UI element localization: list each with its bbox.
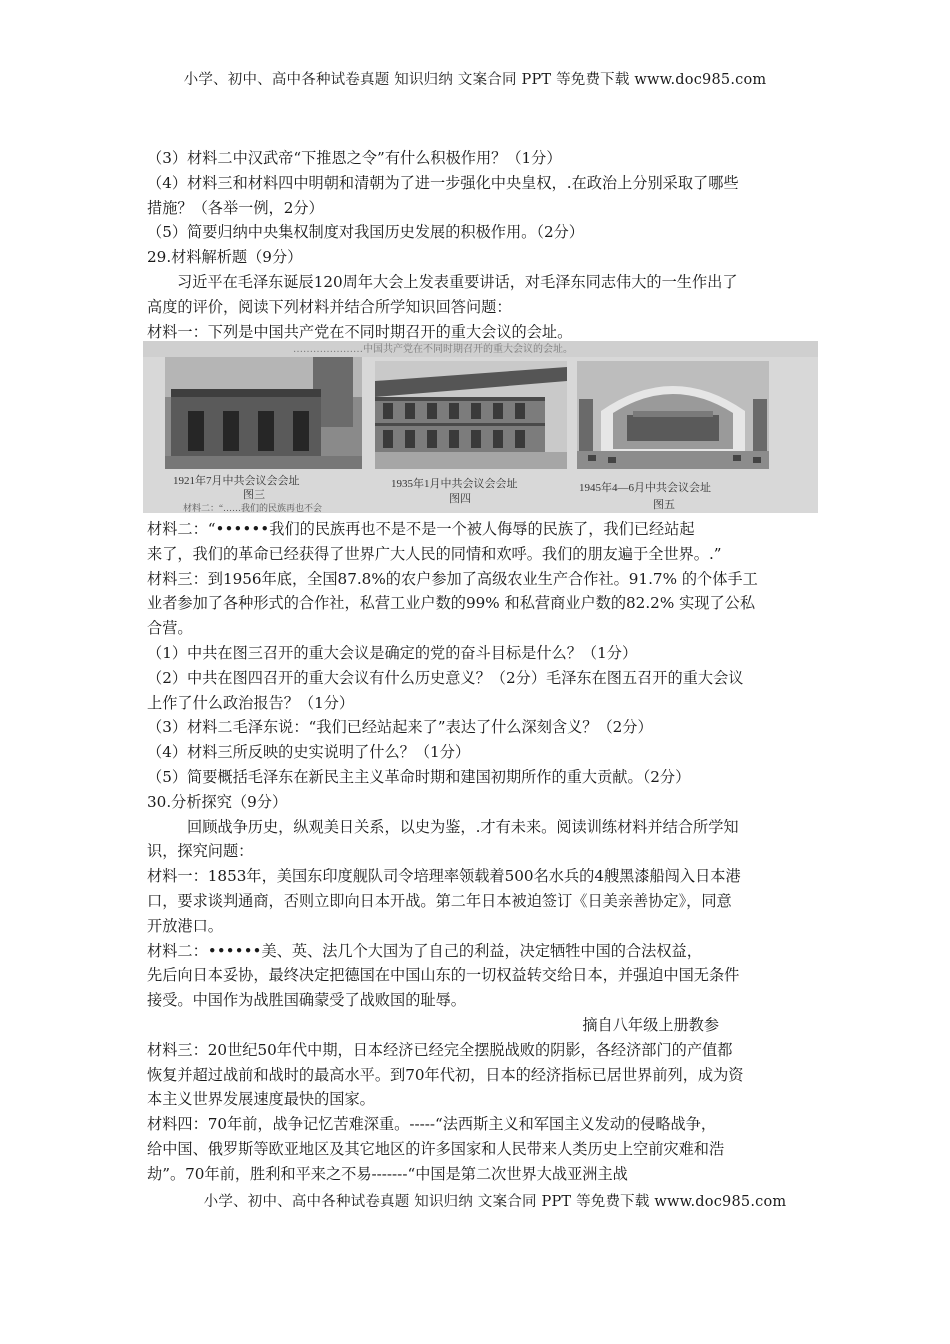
section-29-intro: 习近平在毛泽东诞辰120周年大会上发表重要讲话，对毛泽东同志伟大的一生作出了 bbox=[177, 272, 738, 291]
question-3: （3）材料二中汉武帝“下推恩之令”有什么积极作用？（1分） bbox=[147, 149, 562, 167]
s30-material-one-cont: 口，要求谈判通商，否则立即向日本开战。第二年日本被迫签订《日美亲善协定》，同意 bbox=[147, 891, 732, 910]
caption-1945: 1945年4—6月中共会议会址 bbox=[579, 482, 711, 494]
content-top bbox=[147, 146, 819, 344]
section-30-title: 30.分析探究（9分） bbox=[147, 792, 288, 811]
section-30-intro-cont: 识，探究问题： bbox=[147, 842, 254, 861]
material-two: 材料二：“••••••我们的民族再也不是不是一个被人侮辱的民族了，我们已经站起 bbox=[147, 520, 695, 538]
photo-header-text: …………………中国共产党在不同时期召开的重大会议的会址。 bbox=[293, 344, 573, 355]
s30-material-four: 材料四：70年前，战争记忆苦难深重。-----“法西斯主义和军国主义发动的侵略战争， bbox=[147, 1115, 717, 1134]
s30-material-one: 材料一：1853年，美国东印度舰队司令培理率领载着500名水兵的4艘黑漆船闯入日本港 bbox=[147, 867, 741, 886]
s30-material-four-end: 劫”。70年前，胜利和平来之不易-------“中国是第二次世界大战亚洲主战 bbox=[147, 1164, 628, 1183]
q29-3: （3）材料二毛泽东说：“我们已经站起来了”表达了什么深刻含义？（2分） bbox=[147, 718, 653, 737]
s30-material-three-cont: 恢复并超过战前和战时的最高水平。到70年代初，日本的经济指标已居世界前列，成为资 bbox=[147, 1065, 744, 1084]
source-note: 摘自八年级上册教参 bbox=[582, 1015, 719, 1034]
q29-4: （4）材料三所反映的史实说明了什么？（1分） bbox=[147, 743, 471, 762]
material-three-cont: 业者参加了各种形式的合作社，私营工业户数的99% 和私营商业户数的82.2% 实现了公私 bbox=[147, 594, 756, 613]
s30-material-two-cont: 先后向日本妥协，最终决定把德国在中国山东的一切权益转交给日本，并强迫中国无条件 bbox=[147, 966, 740, 985]
photo-1945-site bbox=[577, 361, 769, 469]
s30-material-four-cont: 给中国、俄罗斯等欧亚地区及其它地区的许多国家和人民带来人类历史上空前灾难和浩 bbox=[147, 1139, 725, 1158]
question-4: （4）材料三和材料四中明朝和清朝为了进一步强化中央皇权，.在政治上分别采取了哪些 bbox=[147, 173, 739, 192]
material-two-cont: 来了，我们的革命已经获得了世界广大人民的同情和欢呼。我们的朋友遍于全世界。.” bbox=[147, 544, 722, 563]
section-30-intro: 回顾战争历史，纵观美日关系，以史为鉴，.才有未来。阅读训练材料并结合所学知 bbox=[187, 817, 739, 836]
caption-1935: 1935年1月中共会议会会址 bbox=[391, 478, 518, 490]
question-5: （5）简要归纳中央集权制度对我国历史发展的积极作用。（2分） bbox=[147, 223, 584, 242]
material-three: 材料三：到1956年底，全国87.8%的农户参加了高级农业生产合作社。91.7% 的个体手工 bbox=[147, 569, 758, 588]
s30-material-two-end: 接受。中国作为战胜国确蒙受了战败国的耻辱。 bbox=[147, 991, 466, 1010]
figure-label-3: 图三 bbox=[243, 489, 265, 501]
s30-material-three-end: 本主义世界发展速度最快的国家。 bbox=[147, 1090, 375, 1109]
q29-5: （5）简要概括毛泽东在新民主主义革命时期和建国初期所作的重大贡献。（2分） bbox=[147, 767, 691, 786]
q29-1: （1）中共在图三召开的重大会议是确定的党的奋斗目标是什么？（1分） bbox=[147, 643, 638, 662]
question-4-cont: 措施？（各举一例，2分） bbox=[147, 198, 324, 217]
section-29-intro-cont: 高度的评价，阅读下列材料并结合所学知识回答问题： bbox=[147, 297, 512, 316]
q29-2: （2）中共在图四召开的重大会议有什么历史意义？（2分）毛泽东在图五召开的重大会议 bbox=[147, 668, 744, 687]
caption-1921: 1921年7月中共会议会会址 bbox=[173, 475, 300, 487]
page-header: 小学、初中、高中各种试卷真题 知识归纳 文案合同 PPT 等免费下载 www.doc985.com bbox=[183, 72, 767, 88]
photo-1921-site bbox=[165, 357, 362, 469]
material-three-end: 合营。 bbox=[147, 619, 193, 638]
q29-2-cont: 上作了什么政治报告？（1分） bbox=[147, 693, 355, 712]
material-one: 材料一：下列是中国共产党在不同时期召开的重大会议的会址。 bbox=[147, 322, 573, 341]
figure-label-4: 图四 bbox=[449, 493, 471, 505]
s30-material-three: 材料三：20世纪50年代中期，日本经济已经完全摆脱战败的阴影，各经济部门的产值都 bbox=[147, 1040, 733, 1059]
s30-material-one-end: 开放港口。 bbox=[147, 916, 223, 935]
s30-material-two: 材料二：••••••美、英、法几个大国为了自己的利益，决定牺牲中国的合法权益， bbox=[147, 941, 702, 960]
section-29-title: 29.材料解析题（9分） bbox=[147, 248, 303, 267]
figure-label-5: 图五 bbox=[653, 499, 675, 511]
meeting-sites-photo bbox=[143, 341, 818, 513]
content-bottom bbox=[147, 517, 819, 1187]
photo-bottom-text: 材料二：“……我们的民族再也不会 bbox=[183, 503, 322, 513]
page-footer: 小学、初中、高中各种试卷真题 知识归纳 文案合同 PPT 等免费下载 www.doc985.com bbox=[203, 1194, 787, 1210]
photo-1935-site bbox=[375, 361, 567, 469]
